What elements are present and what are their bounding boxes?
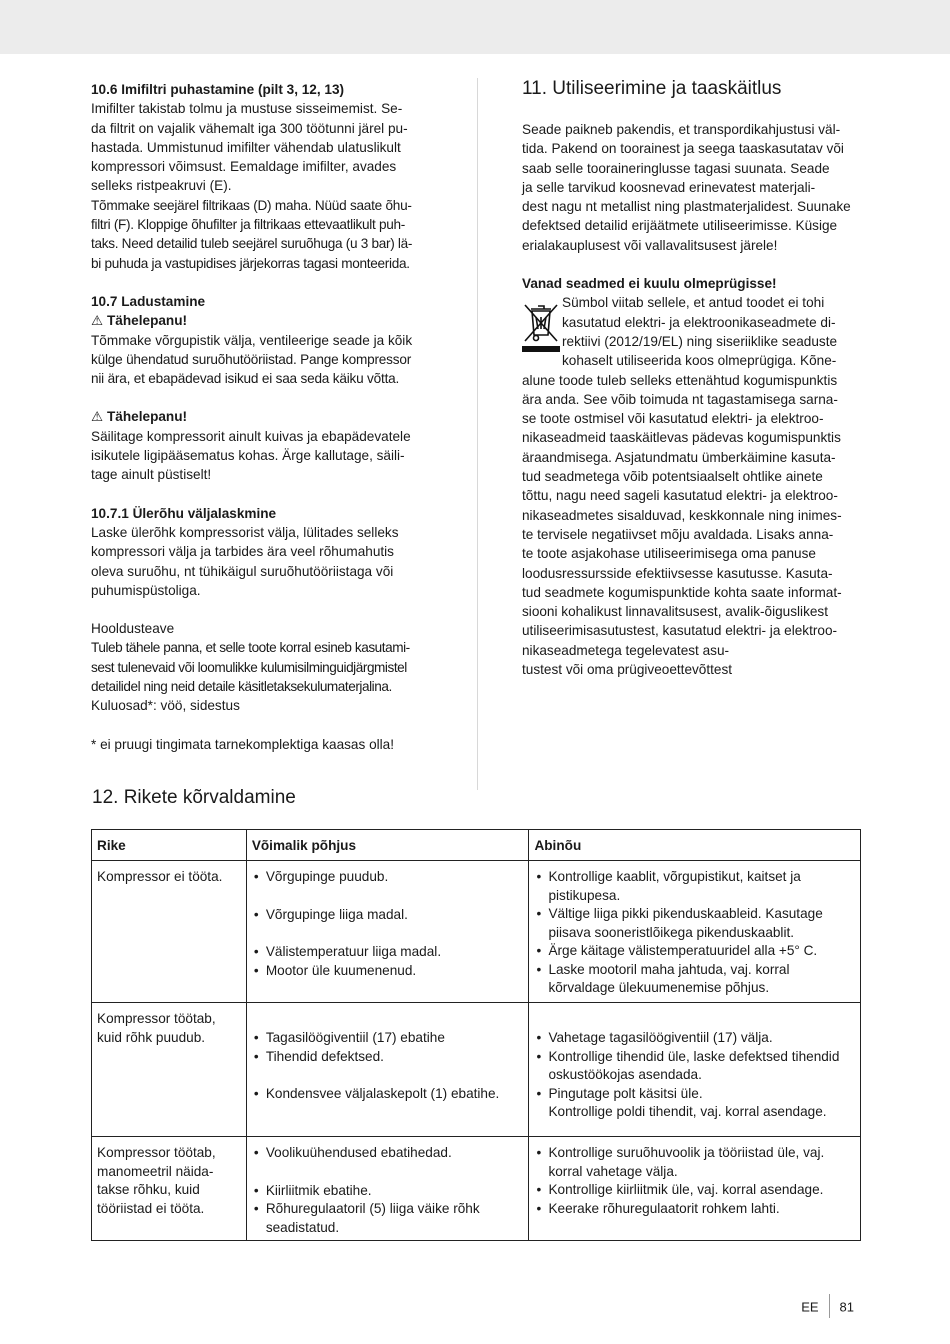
text-line: nikaseadmeid taaskäitlevas pädevas kogumispunktis: [522, 430, 841, 446]
fault-text: manomeetril näida-: [97, 1163, 214, 1179]
remedy-item: • Vahetage tagasilöögiventiil (17) välja.: [534, 1029, 855, 1048]
text-line: oleva suruõhu, nt tühikäigul suruõhutööriistaga või: [91, 563, 394, 579]
text-line: Sümbol viitab sellele, et antud toodet ei tohi: [562, 295, 825, 311]
text-line: te tervisele negatiivset mõju avaldada. Lisaks anna-: [522, 526, 834, 542]
text-line: dest nagu nt metallist ning plastmaterjalidest. Suunake: [522, 199, 851, 215]
warning-label: Tähelepanu!: [107, 409, 188, 425]
cause-item: • Tihendid defektsed.: [252, 1048, 524, 1067]
remedy-item: • Keerake rõhuregulaatorit rohkem lahti.: [534, 1200, 855, 1219]
text-line: te toote asjakohase utiliseerimisega oma panuse: [522, 546, 816, 562]
text-line: nikaseadmetega tegelevatest asu-: [522, 642, 730, 658]
text-line: Seade paikneb pakendis, et transpordikahjustusi väl-: [522, 122, 841, 137]
text-line: filtri (F). Kloppige õhufilter ja filtrikaas ettevaatlikult puh-: [91, 217, 405, 233]
warning-triangle-icon: ⚠: [91, 313, 104, 329]
warning-heading-2: [91, 407, 431, 426]
text-line: äraandmisega. Asjatundmatu ümberkäimine kasuta-: [522, 449, 836, 465]
cause-item: • Võrgupinge puudub.: [252, 868, 524, 887]
text-line: isikutele ligipääsematus kohas. Ärge kallutage, säili-: [91, 448, 405, 464]
table-header-row: [92, 830, 861, 861]
warning-label: Tähelepanu!: [107, 313, 188, 329]
weee-title: Vanad seadmed ei kuulu olmeprügisse!: [522, 276, 777, 292]
footnote: * ei pruugi tingimata tarnekomplektiga kaasas olla!: [91, 736, 395, 752]
text-line: detailidel ning neid detaile käsitletaksekulumaterjalina.: [91, 679, 392, 695]
warning-2-body: [91, 427, 431, 485]
remedy-item: • Kontrollige kiirliitmik üle, vaj. korral asendage.: [534, 1181, 855, 1200]
text-line: tida. Pakend on toorainest ja seega taaskasutatav või: [522, 141, 844, 157]
text-line: tud seadmete kogumispunktide kohta saate informat-: [522, 584, 842, 600]
remedy-item: • Pingutage polt käsitsi üle.: [534, 1085, 855, 1104]
troubleshooting-table: [91, 829, 861, 1241]
text-line: sest tulenevaid või loomulikke kulumisilminguidjärgmistel: [91, 659, 407, 675]
fault-text: takse rõhku, kuid: [97, 1182, 200, 1197]
fault-text: Kompressor töötab,: [97, 1145, 216, 1160]
page-number: 81: [839, 1299, 854, 1315]
table-row: [92, 861, 861, 1003]
service-title: Hooldusteave: [91, 621, 175, 637]
text-line: ära anda. See võib toimuda nt tagastamisega sarna-: [522, 391, 838, 407]
remedy-item: Kontrollige poldi tihendit, vaj. korral asendage.: [548, 1104, 827, 1119]
text-line: Tuleb tähele panna, et selle toote korral esineb kasutami-: [91, 640, 410, 656]
text-line: ja selle tarvikud koosnevad erinevatest materjali-: [522, 179, 816, 195]
section-11-body: [522, 120, 862, 255]
remedy-cell: [529, 1003, 861, 1137]
cause-cell: [246, 1137, 529, 1241]
left-column: [91, 80, 431, 754]
text-line: kohaselt utiliseerida koos olmeprügiga. Kõne-: [562, 353, 837, 369]
cause-cell: [246, 861, 529, 1003]
section-10-7-1-body: [91, 523, 431, 600]
section-10-7-title: 10.7 Ladustamine: [91, 293, 206, 309]
column-header-remedy: Abinõu: [529, 830, 861, 861]
text-line: bi puhuda ja vastupidises järjekorras tagasi monteerida.: [91, 255, 410, 271]
text-line: erialakauplusest või vallavalitsusest järele!: [522, 237, 778, 253]
column-header-fault: Rike: [92, 830, 247, 861]
section-11-title: 11. Utiliseerimine ja taaskäitlus: [522, 78, 782, 99]
language-code: EE: [801, 1299, 819, 1315]
text-line: se toote ostmisel või kasutatud elektri- ja elektroo-: [522, 411, 824, 427]
text-line: külge ühendatud suruõhutööriistad. Pange kompressor: [91, 351, 412, 367]
remedy-item: • Kontrollige kaablit, võrgupistikut, kaitset ja pistikupesa.: [534, 868, 855, 905]
text-line: tõttu, nagu need sageli kasutatud elektri- ja elektroo-: [522, 488, 838, 504]
fault-text: tööriistad ei tööta.: [97, 1200, 205, 1216]
warning-heading: [91, 311, 431, 330]
cause-item: • Mootor üle kuumenenud.: [252, 962, 524, 981]
fault-cell: [92, 1003, 247, 1137]
section-10-7-1-title: 10.7.1 Ülerõhu väljalaskmine: [91, 505, 277, 521]
cause-cell: [246, 1003, 529, 1137]
text-line: tage ainult püstiselt!: [91, 467, 212, 483]
fault-text: Kompressor töötab,: [97, 1011, 216, 1026]
text-line: Laske ülerõhk kompressorist välja, lülitades selleks: [91, 524, 399, 540]
remedy-item: • Kontrollige tihendid üle, laske defektsed tihendid oskustöökojas asendada.: [534, 1048, 855, 1085]
cause-item: • Tagasilöögiventiil (17) ebatihe: [252, 1029, 524, 1048]
text-line: tud seadmetega võib potentsiaalselt ohtlike ainete: [522, 469, 823, 485]
cause-item: • Kiirliitmik ebatihe.: [252, 1182, 524, 1201]
text-line: da filtrit on vajalik vähemalt iga 300 töötunni järel pu-: [91, 120, 408, 136]
text-line: selleks ristpeakruvi (E).: [91, 178, 232, 194]
remedy-item: • Laske mootoril maha jahtuda, vaj. korral kõrvaldage ülekuumenemise põhjus.: [534, 961, 855, 998]
top-band: [0, 0, 950, 54]
table-row: [92, 1003, 861, 1137]
section-10-7-body: [91, 331, 431, 389]
section-12-title: 12. Rikete kõrvaldamine: [92, 787, 296, 808]
text-line: utiliseerimisasutustest, kasutatud elektri- ja elektroo-: [522, 623, 838, 639]
text-line: Imifilter takistab tolmu ja mustuse sisseimemist. Se-: [91, 101, 403, 117]
cause-item: • Rõhuregulaatoril (5) liiga väike rõhk seadistatud.: [252, 1200, 524, 1237]
cause-item: • Kondensvee väljalaskepolt (1) ebatihe.: [252, 1085, 524, 1104]
text-line: Säilitage kompressorit ainult kuivas ja ebapädevatele: [91, 428, 411, 444]
right-column: [522, 78, 862, 679]
fault-cell: [92, 1137, 247, 1241]
remedy-cell: [529, 861, 861, 1003]
text-line: hastada. Ummistunud imifilter vähendab ulatuslikult: [91, 139, 401, 155]
text-line: Tõmmake seejärel filtrikaas (D) maha. Nüüd saate õhu-: [91, 197, 412, 213]
text-line: taks. Need detailid tuleb seejärel suruõhuga (u 3 bar) lä-: [91, 236, 413, 252]
text-line: siooni kohalikust linnavalitsusest, avalik-õiguslikest: [522, 604, 829, 620]
cause-item: • Välistemperatuur liiga madal.: [252, 943, 524, 962]
text-line: puhumispüstoliga.: [91, 582, 201, 598]
text-line: alune toode tuleb selleks ettenähtud kogumispunktis: [522, 372, 838, 388]
text-line: kasutatud elektri- ja elektroonikaseadmete di-: [562, 314, 836, 330]
text-line: nii ära, et ebapädevad isikud ei saa seda käiku võtta.: [91, 371, 400, 387]
cause-item: • Voolikuühendused ebatihedad.: [252, 1144, 524, 1163]
service-body: [91, 638, 431, 715]
warning-triangle-icon: ⚠: [91, 409, 104, 425]
text-line: tustest või oma prügiveoettevõttest: [522, 662, 733, 678]
text-line: saab selle tooraineringlusse tagasi suunata. Seade: [522, 160, 830, 176]
weee-body: [522, 371, 862, 680]
weee-side-text: [562, 293, 862, 370]
cause-item: • Võrgupinge liiga madal.: [252, 906, 524, 925]
text-line: Kuluosad*: vöö, sidestus: [91, 698, 240, 714]
section-10-6-title: 10.6 Imifiltri puhastamine (pilt 3, 12, 13): [91, 82, 345, 97]
fault-text: Kompressor ei tööta.: [97, 869, 223, 884]
text-line: kompressori võimsust. Eemaldage imifilter, avades: [91, 159, 397, 175]
footer-divider: [829, 1294, 830, 1318]
fault-text: kuid rõhk puudub.: [97, 1029, 206, 1045]
table-row: [92, 1137, 861, 1241]
remedy-item: • Ärge käitage välistemperatuuridel alla +5° C.: [534, 942, 855, 961]
column-header-cause: Võimalik põhjus: [246, 830, 529, 861]
remedy-cell: [529, 1137, 861, 1241]
remedy-item: • Vältige liiga pikki pikenduskaableid. Kasutage piisava sooneristlõikega pikenduskaablit.: [534, 905, 855, 942]
page-footer: [801, 1296, 854, 1320]
text-line: rektiivi (2012/19/EL) ning siseriiklike seaduste: [562, 333, 838, 349]
text-line: defektsed detailid erijäätmete utiliseerimisse. Küsige: [522, 218, 838, 234]
fault-cell: [92, 861, 247, 1003]
text-line: kompressori välja ja tarbides ära veel rõhumahutis: [91, 544, 394, 560]
weee-block: [522, 293, 862, 370]
column-divider: [477, 78, 478, 790]
text-line: loodusressursside efektiivsesse kasutusse. Kasuta-: [522, 565, 833, 581]
text-line: Tõmmake võrgupistik välja, ventileerige seade ja kõik: [91, 332, 413, 348]
remedy-item: • Kontrollige suruõhuvoolik ja tööriistad üle, vaj. korral vahetage välja.: [534, 1144, 855, 1181]
section-10-6-body: [91, 99, 431, 273]
text-line: nikaseadmetes sisalduvad, keskkonnale ning inimes-: [522, 507, 842, 523]
crossed-out-wheelie-bin-icon: [522, 295, 562, 353]
